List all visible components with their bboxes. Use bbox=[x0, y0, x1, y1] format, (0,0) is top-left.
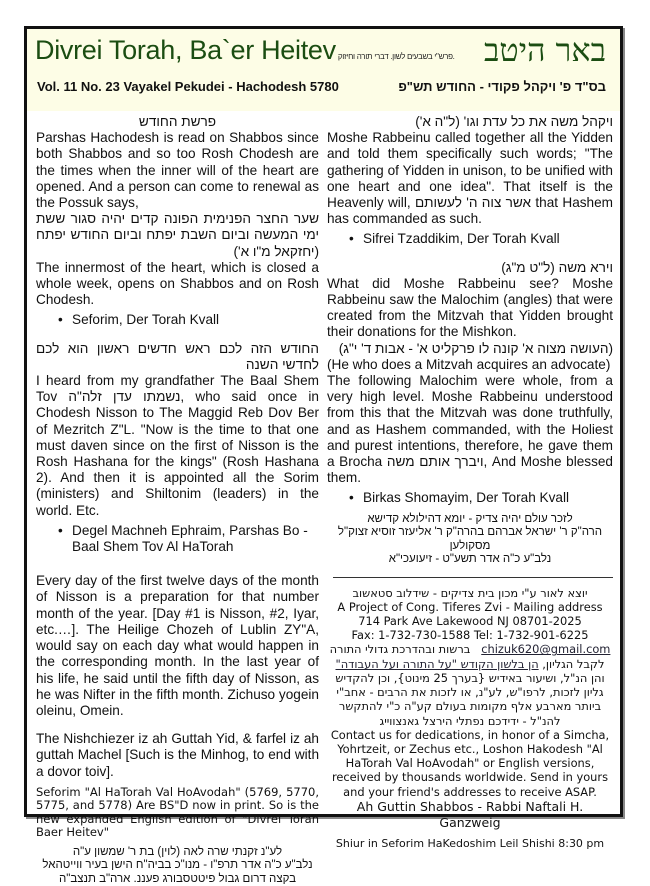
hebrew-phrase: נשמתו עדן זלה"ה bbox=[68, 389, 181, 405]
text: Moshe Rabbeinu called together all the Yidden and told them specifically such words; "The gathering of Yidden in unison, to be unified with one heart and one idea". That itself is the Heavenly will, bbox=[327, 130, 613, 211]
email-link[interactable]: chizuk620@gmail.com bbox=[481, 642, 611, 657]
contact-box bbox=[327, 586, 613, 851]
memorial-line: הרה"ק ר' ישראל אברהם בהרה"ק ר' אליעזר זוסיא זצוק"ל bbox=[337, 526, 603, 539]
dedication-line: נלב"ע כ"ה אדר תרפ"ו - מנו"כ בביה"ח הישן בעיר ווייטהאל bbox=[42, 859, 313, 872]
source-citation: • Seforim, Der Torah Kvall bbox=[58, 312, 319, 328]
text: והן הנ"ל, ושיעור באידיש {בערך 25 מינוט}, וכן להקדיש גליון לזכות, לרפו"ש, לע"נ, או לזכות את הרבים - אחב"י ביותר מארבע אלף מקומות בעולם קע"ה כ"י להתקשר להנ"ל - ידידכם נפתלי הירצל גאנצווייג bbox=[335, 670, 605, 728]
text: that Hashem has commanded as such. bbox=[327, 195, 613, 227]
paragraph bbox=[327, 130, 613, 227]
title-hebrew: באר היטב bbox=[483, 31, 606, 69]
paragraph bbox=[327, 373, 613, 486]
hebrew-quote: (העושה מצוה א' קונה לו פרקליט א' - אבות ד' י"ג) bbox=[338, 340, 613, 356]
text: , And Moshe blessed them. bbox=[327, 454, 613, 486]
signoff: Ah Guttin Shabbos - Rabbi Naftali H. Ganzweig bbox=[356, 798, 584, 830]
memorial-line: נלב"ע כ"ה אדר תשע"ט - זיעועכי"א bbox=[388, 553, 552, 566]
dedication-line: בקצה דרום גבול פיטטסבורג פעננ. ארה"ב תנצב"ה bbox=[58, 872, 297, 885]
hebrew-phrase: אשר צוה ה' לעשותם bbox=[414, 195, 532, 211]
hebrew-quote: החודש הזה לכם ראש חדשים ראשון הוא לכם לחדשי השנה bbox=[36, 340, 319, 372]
right-column bbox=[327, 114, 613, 851]
phone-line: Fax: 1-732-730-1588 Tel: 1-732-901-6225 bbox=[351, 628, 589, 643]
paragraph: The Nishchiezer iz ah Guttah Yid, & farfel iz ah guttah Machel [Such is the Minhog, to end with a dovor toiv]. bbox=[36, 731, 319, 779]
text: לקבל הגליון, bbox=[538, 656, 605, 671]
paragraph: The innermost of the heart, which is closed a whole week, opens on Shabbos and on Rosh Chodesh. bbox=[36, 259, 319, 308]
volume-line-hebrew: בס"ד פ' ויקהל פקודי - החודש תש"פ bbox=[398, 79, 606, 94]
paragraph: What did Moshe Rabbeinu see? Moshe Rabbeinu saw the Malochim (angles) that were created from the Mitzvah that Yidden brought their donations for the Mishkon. bbox=[327, 275, 613, 340]
text: , who said once in Chodesh Nisson to The Maggid Reb Dov Ber of Mezritch Z"L. "Now is the time to that one must daven since on the first of Nisson is the Rosh Hashana for the kings" (Rosh Hashana 2). And then it is appointed all the Sorim (ministers) and Shiltonim (leaders) in the world. Etc. bbox=[36, 389, 319, 518]
section-heading: פרשת החודש bbox=[138, 114, 217, 129]
source-citation: • Sifrei Tzaddikim, Der Torah Kvall bbox=[349, 231, 613, 247]
masthead bbox=[27, 29, 620, 111]
volume-line: Vol. 11 No. 23 Vayakel Pekudei - Hachodesh 5780 bbox=[37, 79, 339, 94]
masthead-title bbox=[35, 35, 455, 66]
dedication-line: לע"נ זקנתי שרה לאה (לוין) בת ר' שמשון ע"ה bbox=[72, 845, 283, 858]
paragraph: Parshas Hachodesh is read on Shabbos since both Shabbos and so too Rosh Chodesh are the times when the inner will of the heart are opened. And a person can come to renewal as the Possuk says, bbox=[36, 130, 319, 211]
publisher-hebrew: יוצא לאור ע"י מכון בית צדיקים - שידלוב סטאשוב bbox=[352, 585, 588, 600]
subscription-hebrew bbox=[327, 657, 613, 728]
contact-english: Contact us for dedications, in honor of a Simcha, Yohrtzeit, or Zechus etc., Loshon Hakodesh "Al HaTorah Val HoAvodah" or English versions, received by thousands worldwide. Send in yours and your friend's addresses to receive ASAP. bbox=[330, 727, 610, 799]
section-heading: ויקהל משה את כל עדת וגו' (ל"ה א') bbox=[415, 114, 613, 129]
title-subtitle: פרש"י בשבעים לשון. דברי תורה וחיזוק. bbox=[337, 52, 455, 61]
title-text: Divrei Torah, Ba`er Heitev bbox=[35, 35, 336, 65]
left-column bbox=[36, 114, 319, 886]
source-citation: • Degel Machneh Ephraim, Parshas Bo - Baal Shem Tov Al HaTorah bbox=[58, 523, 319, 555]
hebrew-link[interactable]: הן בלשון הקודש "על התורה ועל העבודה" bbox=[335, 656, 539, 671]
text: I heard from my grandfather The Baal Shem Tov bbox=[36, 373, 319, 405]
paragraph: (He who does a Mitzvah acquires an advocate) bbox=[327, 356, 611, 372]
address-line: 714 Park Ave Lakewood NJ 08701-2025 bbox=[358, 614, 582, 629]
paragraph: Every day of the first twelve days of the month of Nisson is a preparation for that number month of the year. [Day #1 is Nisson, #2, Iyar, etc.…]. The Heilige Chozeh of Lublin ZY"A, would say on each day what would happen in the corresponding month. In the last year of his life, he said until the fifth day of Nisson, as he was Nifter in the fifth month. Zichuso yogein oleinu, Omein. bbox=[36, 573, 319, 718]
text: The following Malochim were whole, from a very high level. Moshe Rabbeinu understood from this that the Mitzvah was done truthfully, and as Hashem commanded, with the Holiest and purest intentions, therefore, he gave them a Brocha bbox=[327, 373, 613, 470]
divider bbox=[333, 577, 613, 578]
paragraph bbox=[36, 373, 319, 519]
section-heading: וירא משה (ל"ט מ"ג) bbox=[501, 259, 613, 275]
shiur-notice: Shiur in Seforim HaKedoshim Leil Shishi 8:30 pm bbox=[335, 836, 605, 850]
source-citation: • Birkas Shomayim, Der Torah Kvall bbox=[349, 490, 613, 506]
email-line bbox=[327, 642, 613, 656]
hebrew-phrase: ויברך אותם משה bbox=[386, 454, 484, 470]
authorization-hebrew: ברשות ובהדרכת גדולי התורה bbox=[329, 642, 471, 657]
project-line: A Project of Cong. Tiferes Zvi - Mailing address bbox=[337, 599, 603, 614]
memorial-line: מסקולען bbox=[449, 539, 491, 552]
hebrew-quote: שער החצר הפנימית הפונה קדים יהיה סגור ששת ימי המעשה וביום השבת יפתח וביום החודש יפתח (יחזקאל מ"ו א') bbox=[36, 211, 319, 259]
seforim-notice: Seforim "Al HaTorah Val HoAvodah" (5769, 5770, 5775, and 5778) Are BS"D now in print. So is the new expanded English edition of "Divrei Torah Baer Heitev" bbox=[36, 784, 319, 840]
memorial-line: לזכר עולם יהיה צדיק - יומא דהילולא קדישא bbox=[367, 512, 573, 525]
